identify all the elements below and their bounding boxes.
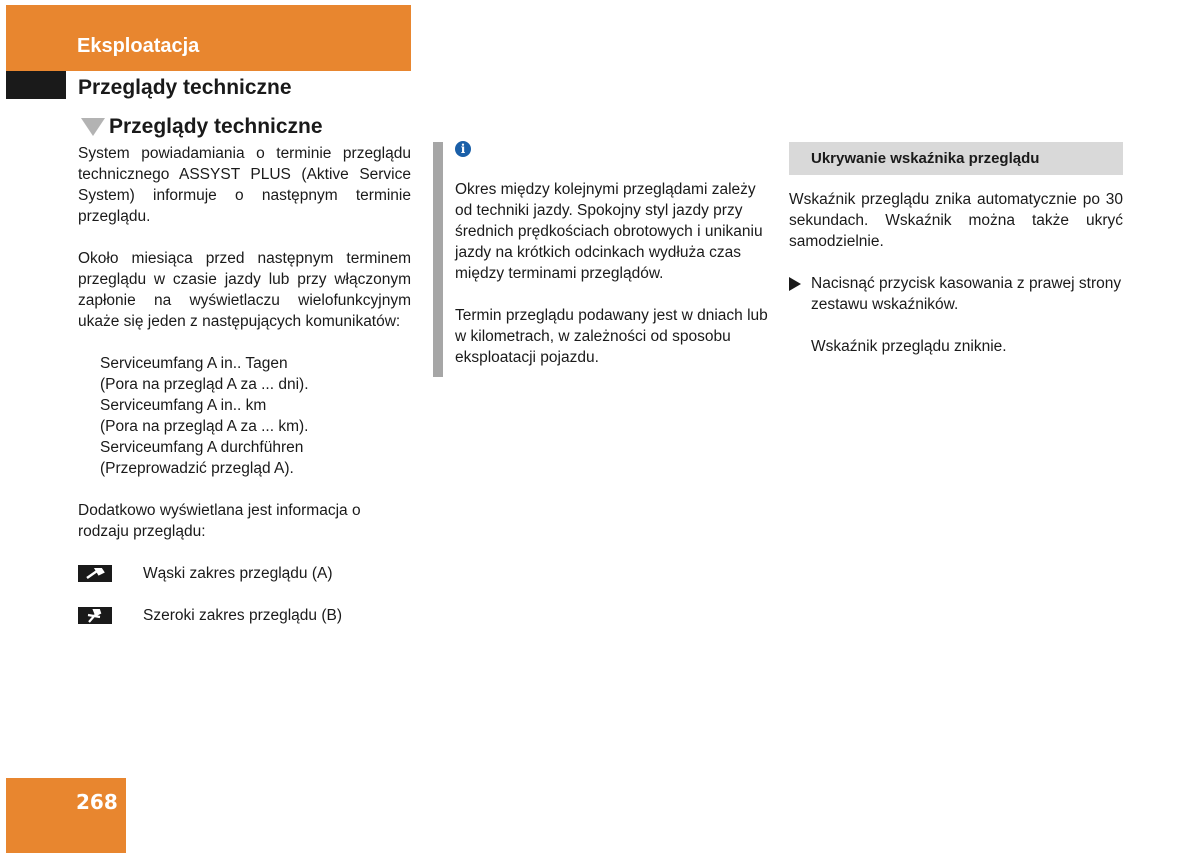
symbol-label: Szeroki zakres przeglądu (B) xyxy=(143,607,342,624)
message-line: Serviceumfang A durchführen xyxy=(100,439,304,456)
instruction-step xyxy=(789,273,1123,315)
step-result: Wskaźnik przeglądu zniknie. xyxy=(811,338,1007,355)
page-subheading: Przeglądy techniczne xyxy=(78,76,292,99)
page-number: 268 xyxy=(76,790,118,814)
paragraph: Około miesiąca przed następnym terminem przeglądu w czasie jazdy lub przy włączonym zapłonie na wyświetlaczu wielofunkcyjnym ukaże się jeden z następujących komunikatów: xyxy=(78,250,411,330)
column-left xyxy=(78,113,411,626)
page-number-box xyxy=(6,778,126,853)
paragraph: Dodatkowo wyświetlana jest informacja o rodzaju przeglądu: xyxy=(78,502,361,540)
message-line: (Pora na przegląd A za ... dni). xyxy=(100,376,309,393)
message-line: Serviceumfang A in.. Tagen xyxy=(100,355,288,372)
section-title-text: Przeglądy techniczne xyxy=(109,115,323,138)
section-label: Eksploatacja xyxy=(77,35,200,57)
info-icon: i xyxy=(455,141,471,157)
subheading-marker xyxy=(6,71,66,99)
message-line: (Przeprowadzić przegląd A). xyxy=(100,460,294,477)
wrench-strike-icon xyxy=(78,607,112,624)
triangle-down-icon xyxy=(81,118,105,136)
message-line: (Pora na przegląd A za ... km). xyxy=(100,418,309,435)
symbol-row xyxy=(78,605,411,626)
section-header-band xyxy=(6,5,411,71)
step-text: Nacisnąć przycisk kasowania z prawej strony zestawu wskaźników. xyxy=(811,275,1122,313)
paragraph: Wskaźnik przeglądu znika automatycznie po 30 sekundach. Wskaźnik można także ukryć samodzielnie. xyxy=(789,191,1123,250)
note-paragraph: Okres między kolejnymi przeglądami zależy od techniki jazdy. Spokojny styl jazdy przy średnich prędkościach obrotowych i unikaniu jazdy na krótkich odcinkach wydłuża czas między terminami przeglądów. xyxy=(455,181,763,282)
paragraph: System powiadamiania o terminie przeglądu technicznego ASSYST PLUS (Aktive Service System) informuje o następnym terminie przeglądu. xyxy=(78,145,411,225)
column-middle xyxy=(455,141,768,368)
column-right xyxy=(789,142,1123,357)
arrow-right-icon xyxy=(789,277,801,291)
note-sidebar xyxy=(433,142,443,377)
wrench-icon xyxy=(78,565,112,582)
note-paragraph: Termin przeglądu podawany jest w dniach lub w kilometrach, w zależności od sposobu eksploatacji pojazdu. xyxy=(455,307,768,366)
box-title: Ukrywanie wskaźnika przeglądu xyxy=(789,142,1123,175)
symbol-row xyxy=(78,563,411,584)
message-list xyxy=(78,353,411,479)
message-line: Serviceumfang A in.. km xyxy=(100,397,267,414)
section-title xyxy=(78,113,411,141)
symbol-label: Wąski zakres przeglądu (A) xyxy=(143,565,333,582)
